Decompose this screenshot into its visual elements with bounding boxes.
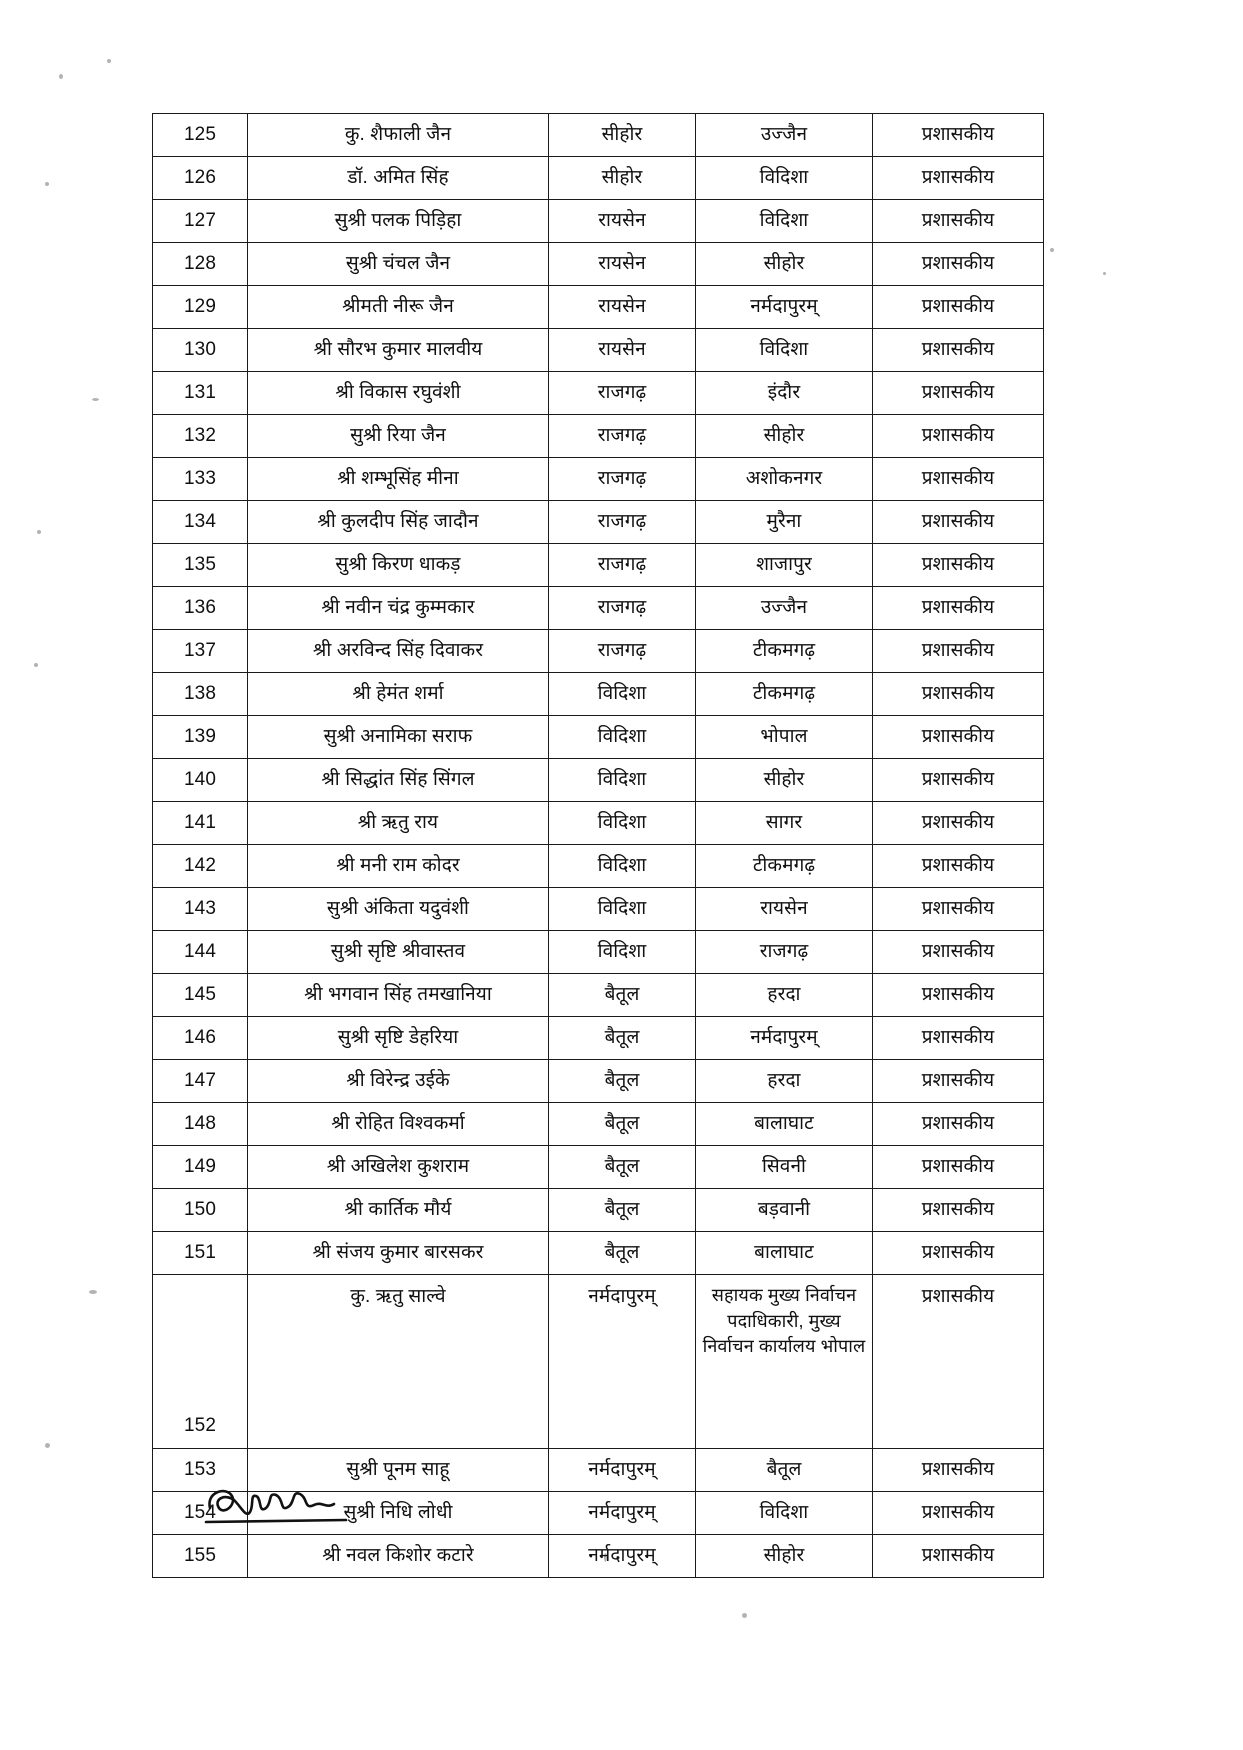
cell-serial-number: 140 (153, 759, 248, 802)
cell-serial-number: 144 (153, 931, 248, 974)
cell-serial-number: 150 (153, 1189, 248, 1232)
scan-speck (1103, 272, 1106, 275)
cell-current-place: रायसेन (549, 329, 696, 372)
cell-transfer-place: टीकमगढ़ (696, 630, 873, 673)
cell-current-place: बैतूल (549, 1017, 696, 1060)
cell-transfer-place: सीहोर (696, 1535, 873, 1578)
table-row (153, 372, 1044, 415)
cell-serial-number: 125 (153, 114, 248, 157)
cell-serial-number: 142 (153, 845, 248, 888)
table-body (153, 114, 1044, 1578)
cell-remark: प्रशासकीय (873, 544, 1044, 587)
cell-remark: प्रशासकीय (873, 1449, 1044, 1492)
table-row (153, 501, 1044, 544)
cell-name: कु. शैफाली जैन (248, 114, 549, 157)
cell-serial-number: 129 (153, 286, 248, 329)
cell-name: सुश्री पलक पिड़िहा (248, 200, 549, 243)
cell-transfer-place: इंदौर (696, 372, 873, 415)
cell-remark: प्रशासकीय (873, 114, 1044, 157)
cell-serial-number: 155 (153, 1535, 248, 1578)
cell-transfer-place: राजगढ़ (696, 931, 873, 974)
cell-remark: प्रशासकीय (873, 974, 1044, 1017)
cell-transfer-place: शाजापुर (696, 544, 873, 587)
table-row (153, 1017, 1044, 1060)
table-row (153, 974, 1044, 1017)
cell-transfer-place: सीहोर (696, 759, 873, 802)
table-row (153, 587, 1044, 630)
cell-name: सुश्री किरण धाकड़ (248, 544, 549, 587)
table-row (153, 716, 1044, 759)
cell-current-place: राजगढ़ (549, 372, 696, 415)
scan-speck (742, 1613, 747, 1618)
cell-current-place: बैतूल (549, 1103, 696, 1146)
cell-current-place: नर्मदापुरम् (549, 1535, 696, 1578)
table-row (153, 1275, 1044, 1449)
cell-remark: प्रशासकीय (873, 1189, 1044, 1232)
cell-serial-number: 148 (153, 1103, 248, 1146)
cell-current-place: सीहोर (549, 114, 696, 157)
cell-transfer-place: विदिशा (696, 329, 873, 372)
cell-current-place: विदिशा (549, 888, 696, 931)
cell-name: श्री अरविन्द सिंह दिवाकर (248, 630, 549, 673)
cell-current-place: नर्मदापुरम् (549, 1275, 696, 1449)
scan-speck (89, 1290, 97, 1294)
cell-remark: प्रशासकीय (873, 1275, 1044, 1449)
cell-current-place: नर्मदापुरम् (549, 1492, 696, 1535)
cell-serial-number: 153 (153, 1449, 248, 1492)
cell-remark: प्रशासकीय (873, 759, 1044, 802)
scan-speck (59, 74, 63, 79)
cell-transfer-place: बैतूल (696, 1449, 873, 1492)
cell-current-place: विदिशा (549, 759, 696, 802)
scan-speck (45, 182, 49, 186)
cell-serial-number: 126 (153, 157, 248, 200)
cell-serial-number: 135 (153, 544, 248, 587)
table-row (153, 845, 1044, 888)
cell-name: सुश्री अंकिता यदुवंशी (248, 888, 549, 931)
table-row (153, 1060, 1044, 1103)
cell-name: श्री अखिलेश कुशराम (248, 1146, 549, 1189)
cell-transfer-place: भोपाल (696, 716, 873, 759)
cell-transfer-place: सीहोर (696, 243, 873, 286)
cell-name: सुश्री पूनम साहू (248, 1449, 549, 1492)
cell-serial-number: 146 (153, 1017, 248, 1060)
cell-remark: प्रशासकीय (873, 372, 1044, 415)
cell-remark: प्रशासकीय (873, 1492, 1044, 1535)
cell-transfer-place: नर्मदापुरम् (696, 286, 873, 329)
cell-current-place: राजगढ़ (549, 501, 696, 544)
table-row (153, 673, 1044, 716)
cell-name: डॉ. अमित सिंह (248, 157, 549, 200)
cell-remark: प्रशासकीय (873, 802, 1044, 845)
table-row (153, 157, 1044, 200)
table-row (153, 415, 1044, 458)
cell-remark: प्रशासकीय (873, 1060, 1044, 1103)
cell-remark: प्रशासकीय (873, 501, 1044, 544)
cell-serial-number: 154 (153, 1492, 248, 1535)
cell-serial-number: 127 (153, 200, 248, 243)
table-row (153, 243, 1044, 286)
cell-name: श्री शम्भूसिंह मीना (248, 458, 549, 501)
cell-serial-number: 134 (153, 501, 248, 544)
cell-transfer-place: सागर (696, 802, 873, 845)
cell-transfer-place: उज्जैन (696, 114, 873, 157)
cell-name: श्री नवीन चंद्र कुम्मकार (248, 587, 549, 630)
scan-speck (92, 398, 99, 401)
cell-current-place: बैतूल (549, 974, 696, 1017)
cell-remark: प्रशासकीय (873, 845, 1044, 888)
cell-serial-number: 136 (153, 587, 248, 630)
table-row (153, 200, 1044, 243)
cell-serial-number: 145 (153, 974, 248, 1017)
scan-speck (1050, 248, 1054, 252)
table-row (153, 888, 1044, 931)
cell-serial-number: 138 (153, 673, 248, 716)
cell-serial-number: 151 (153, 1232, 248, 1275)
cell-current-place: बैतूल (549, 1146, 696, 1189)
cell-current-place: बैतूल (549, 1060, 696, 1103)
cell-transfer-place: हरदा (696, 974, 873, 1017)
handwritten-signature (196, 1478, 356, 1536)
cell-remark: प्रशासकीय (873, 630, 1044, 673)
cell-serial-number: 137 (153, 630, 248, 673)
cell-transfer-place: उज्जैन (696, 587, 873, 630)
cell-remark: प्रशासकीय (873, 1232, 1044, 1275)
cell-transfer-place: मुरैना (696, 501, 873, 544)
table-row (153, 544, 1044, 587)
cell-serial-number: 139 (153, 716, 248, 759)
cell-current-place: विदिशा (549, 673, 696, 716)
table-row (153, 1189, 1044, 1232)
cell-current-place: नर्मदापुरम् (549, 1449, 696, 1492)
cell-name: श्री विकास रघुवंशी (248, 372, 549, 415)
cell-name: सुश्री सृष्टि डेहरिया (248, 1017, 549, 1060)
cell-serial-number: 152 (153, 1275, 248, 1449)
table-row (153, 114, 1044, 157)
table-row (153, 931, 1044, 974)
cell-transfer-place: बड़वानी (696, 1189, 873, 1232)
table-row (153, 1535, 1044, 1578)
cell-name: श्री सिद्धांत सिंह सिंगल (248, 759, 549, 802)
cell-current-place: रायसेन (549, 200, 696, 243)
table-row (153, 630, 1044, 673)
table-row (153, 458, 1044, 501)
table (152, 113, 1044, 1578)
cell-serial-number: 141 (153, 802, 248, 845)
cell-current-place: राजगढ़ (549, 587, 696, 630)
scan-speck (107, 59, 111, 63)
cell-name: श्री विरेन्द्र उईके (248, 1060, 549, 1103)
cell-transfer-place: सिवनी (696, 1146, 873, 1189)
cell-name: श्री रोहित विश्वकर्मा (248, 1103, 549, 1146)
cell-transfer-place: विदिशा (696, 200, 873, 243)
cell-remark: प्रशासकीय (873, 157, 1044, 200)
cell-remark: प्रशासकीय (873, 329, 1044, 372)
cell-name: श्री मनी राम कोदर (248, 845, 549, 888)
cell-name: श्री कुलदीप सिंह जादौन (248, 501, 549, 544)
cell-remark: प्रशासकीय (873, 1535, 1044, 1578)
table-row (153, 1103, 1044, 1146)
cell-remark: प्रशासकीय (873, 1103, 1044, 1146)
cell-name: श्री सौरभ कुमार मालवीय (248, 329, 549, 372)
cell-current-place: रायसेन (549, 286, 696, 329)
cell-current-place: बैतूल (549, 1232, 696, 1275)
cell-transfer-place: विदिशा (696, 1492, 873, 1535)
transfer-list-table (152, 113, 998, 1578)
cell-remark: प्रशासकीय (873, 458, 1044, 501)
cell-serial-number: 147 (153, 1060, 248, 1103)
cell-transfer-place: बालाघाट (696, 1103, 873, 1146)
cell-name: सुश्री रिया जैन (248, 415, 549, 458)
cell-name: सुश्री सृष्टि श्रीवास्तव (248, 931, 549, 974)
cell-name: श्री भगवान सिंह तमखानिया (248, 974, 549, 1017)
cell-name: सुश्री निधि लोधी (248, 1492, 549, 1535)
cell-remark: प्रशासकीय (873, 286, 1044, 329)
cell-current-place: विदिशा (549, 802, 696, 845)
cell-remark: प्रशासकीय (873, 587, 1044, 630)
cell-current-place: विदिशा (549, 931, 696, 974)
cell-serial-number: 143 (153, 888, 248, 931)
scan-speck (34, 663, 38, 667)
cell-serial-number: 131 (153, 372, 248, 415)
cell-transfer-place: टीकमगढ़ (696, 673, 873, 716)
table-row (153, 1232, 1044, 1275)
cell-name: श्री ऋतु राय (248, 802, 549, 845)
cell-current-place: राजगढ़ (549, 458, 696, 501)
scan-speck (45, 1443, 50, 1448)
cell-remark: प्रशासकीय (873, 716, 1044, 759)
cell-remark: प्रशासकीय (873, 415, 1044, 458)
cell-transfer-place: सीहोर (696, 415, 873, 458)
cell-current-place: सीहोर (549, 157, 696, 200)
cell-transfer-place: अशोकनगर (696, 458, 873, 501)
cell-transfer-place: सहायक मुख्य निर्वाचन पदाधिकारी, मुख्य निर्वाचन कार्यालय भोपाल (696, 1275, 873, 1449)
cell-transfer-place: रायसेन (696, 888, 873, 931)
scan-speck (37, 530, 41, 534)
cell-current-place: राजगढ़ (549, 544, 696, 587)
cell-name: श्री नवल किशोर कटारे (248, 1535, 549, 1578)
cell-remark: प्रशासकीय (873, 1017, 1044, 1060)
cell-transfer-place: टीकमगढ़ (696, 845, 873, 888)
cell-transfer-place: हरदा (696, 1060, 873, 1103)
table-row (153, 329, 1044, 372)
cell-transfer-place: विदिशा (696, 157, 873, 200)
cell-transfer-place: नर्मदापुरम् (696, 1017, 873, 1060)
cell-transfer-place: बालाघाट (696, 1232, 873, 1275)
cell-serial-number: 130 (153, 329, 248, 372)
table-row (153, 286, 1044, 329)
cell-serial-number: 149 (153, 1146, 248, 1189)
cell-name: श्री कार्तिक मौर्य (248, 1189, 549, 1232)
cell-name: कु. ऋतु साल्वे (248, 1275, 549, 1449)
cell-name: श्रीमती नीरू जैन (248, 286, 549, 329)
cell-name: श्री हेमंत शर्मा (248, 673, 549, 716)
cell-name: सुश्री चंचल जैन (248, 243, 549, 286)
cell-current-place: राजगढ़ (549, 630, 696, 673)
cell-current-place: विदिशा (549, 716, 696, 759)
cell-current-place: रायसेन (549, 243, 696, 286)
cell-remark: प्रशासकीय (873, 243, 1044, 286)
cell-remark: प्रशासकीय (873, 673, 1044, 716)
cell-remark: प्रशासकीय (873, 200, 1044, 243)
cell-name: श्री संजय कुमार बारसकर (248, 1232, 549, 1275)
table-row (153, 802, 1044, 845)
table-row (153, 1146, 1044, 1189)
cell-serial-number: 128 (153, 243, 248, 286)
cell-name: सुश्री अनामिका सराफ (248, 716, 549, 759)
cell-current-place: राजगढ़ (549, 415, 696, 458)
cell-serial-number: 132 (153, 415, 248, 458)
cell-current-place: विदिशा (549, 845, 696, 888)
cell-remark: प्रशासकीय (873, 888, 1044, 931)
cell-remark: प्रशासकीय (873, 1146, 1044, 1189)
cell-serial-number: 133 (153, 458, 248, 501)
cell-remark: प्रशासकीय (873, 931, 1044, 974)
cell-current-place: बैतूल (549, 1189, 696, 1232)
table-row (153, 759, 1044, 802)
